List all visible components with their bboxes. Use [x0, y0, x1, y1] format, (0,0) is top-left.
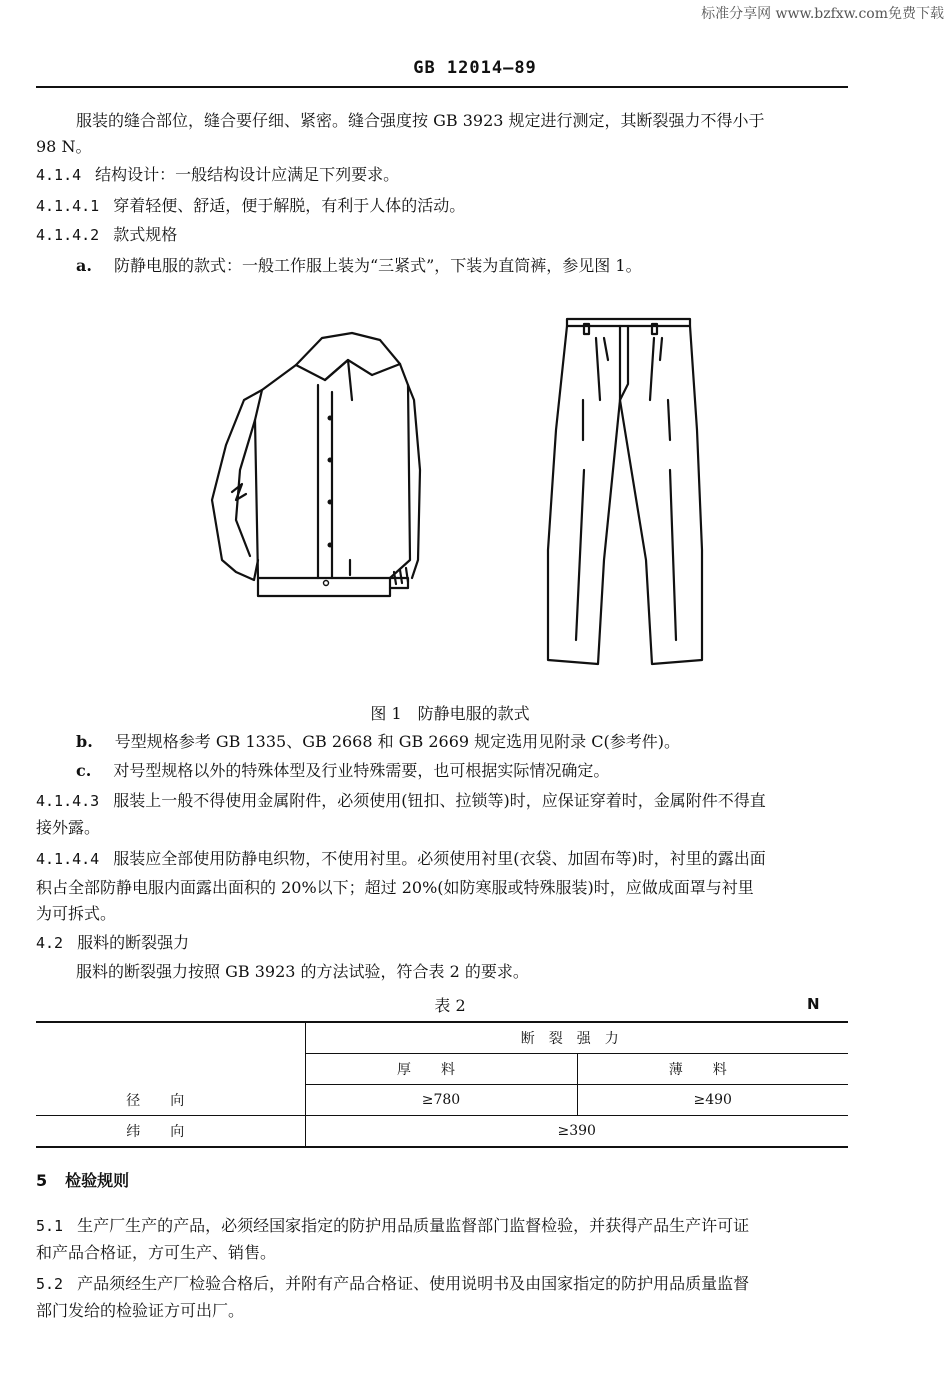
section-text: 款式规格 [113, 225, 178, 244]
section-text: 服装应全部使用防静电织物，不使用衬里。必须使用衬里(衣袋、加固布等)时，衬里的露出面 [113, 849, 766, 868]
section-5-2-line2: 部门发给的检验证方可出厂。 [36, 1301, 245, 1320]
table-row [36, 1085, 848, 1116]
watermark: 标准分享网 www.bzfxw.com免费下载 [701, 6, 944, 22]
section-number: 4.2 [36, 934, 64, 952]
section-text: 服装上一般不得使用金属附件，必须使用(钮扣、拉锁等)时，应保证穿着时，金属附件不得直 [113, 791, 766, 810]
section-text: 生产厂生产的产品，必须经国家指定的防护用品质量监督部门监督检验，并获得产品生产许可证 [77, 1216, 750, 1235]
jacket-drawing [212, 333, 420, 596]
item-label: b. [76, 732, 93, 751]
col-thick: 厚料 [305, 1054, 577, 1085]
section-text: 检验规则 [65, 1171, 130, 1190]
item-label: a. [76, 256, 92, 275]
section-4-1-4-4-line1 [36, 848, 766, 870]
section-5-1-line1 [36, 1215, 749, 1237]
section-text: 穿着轻便、舒适，便于解脱，有利于人体的活动。 [113, 196, 466, 215]
col-thin: 薄料 [577, 1054, 848, 1085]
section-number: 4.1.4.3 [36, 792, 100, 810]
section-4-1-4-3-line2: 接外露。 [36, 818, 101, 837]
section-text: 产品须经生产厂检验合格后，并附有产品合格证、使用说明书及由国家指定的防护用品质量监督 [77, 1274, 750, 1293]
section-4-1-4-4-line3: 为可拆式。 [36, 904, 117, 923]
section-4-1-4-3-line1 [36, 790, 766, 812]
section-number: 5 [36, 1171, 48, 1190]
section-number: 4.1.4 [36, 166, 82, 184]
figure-caption: 图 1 防静电服的款式 [370, 704, 530, 723]
table-corner-cell [36, 1022, 305, 1085]
table-2-title: 表 2 [434, 996, 466, 1015]
section-4-2 [36, 932, 189, 954]
item-text: 防静电服的款式：一般工作服上装为“三紧式”，下装为直筒裤，参见图 1。 [113, 256, 642, 275]
section-number: 4.1.4.2 [36, 226, 100, 244]
row-label: 径向 [36, 1085, 305, 1116]
item-text: 号型规格参考 GB 1335、GB 2668 和 GB 2669 规定选用见附录 C(参考件)。 [114, 732, 680, 751]
paragraph-seam-line2: 98 N。 [36, 137, 92, 156]
section-number: 5.1 [36, 1217, 64, 1235]
header-group: 断裂强力 [305, 1022, 848, 1054]
trousers-drawing [548, 319, 702, 664]
section-text: 结构设计：一般结构设计应满足下列要求。 [95, 165, 400, 184]
section-5-2-line1 [36, 1273, 749, 1295]
standard-code-header: GB 12014—89 [413, 58, 537, 78]
section-4-2-body: 服料的断裂强力按照 GB 3923 的方法试验，符合表 2 的要求。 [76, 962, 529, 981]
cell-thick: ≥780 [305, 1085, 577, 1116]
item-c [76, 760, 609, 782]
item-b [76, 731, 680, 753]
row-label: 纬向 [36, 1116, 305, 1148]
section-4-1-4-4-line2: 积占全部防静电服内面露出面积的 20%以下；超过 20%(如防寒服或特殊服装)时，应做成面罩与衬里 [36, 878, 754, 897]
section-text: 服料的断裂强力 [77, 933, 190, 952]
section-number: 4.1.4.4 [36, 850, 100, 868]
cell-thin: ≥490 [577, 1085, 848, 1116]
section-number: 4.1.4.1 [36, 197, 100, 215]
item-label: c. [76, 761, 92, 780]
cell-merged: ≥390 [305, 1116, 848, 1148]
section-number: 5.2 [36, 1275, 64, 1293]
item-text: 对号型规格以外的特殊体型及行业特殊需要，也可根据实际情况确定。 [113, 761, 610, 780]
section-5-1-line2: 和产品合格证，方可生产、销售。 [36, 1243, 277, 1262]
table-2 [36, 1021, 848, 1148]
section-5-heading [36, 1170, 129, 1192]
paragraph-seam-line1: 服装的缝合部位，缝合要仔细、紧密。缝合强度按 GB 3923 规定进行测定，其断裂强力不得小于 [76, 111, 765, 130]
table-2-unit: N [807, 995, 820, 1013]
table-row [36, 1116, 848, 1148]
